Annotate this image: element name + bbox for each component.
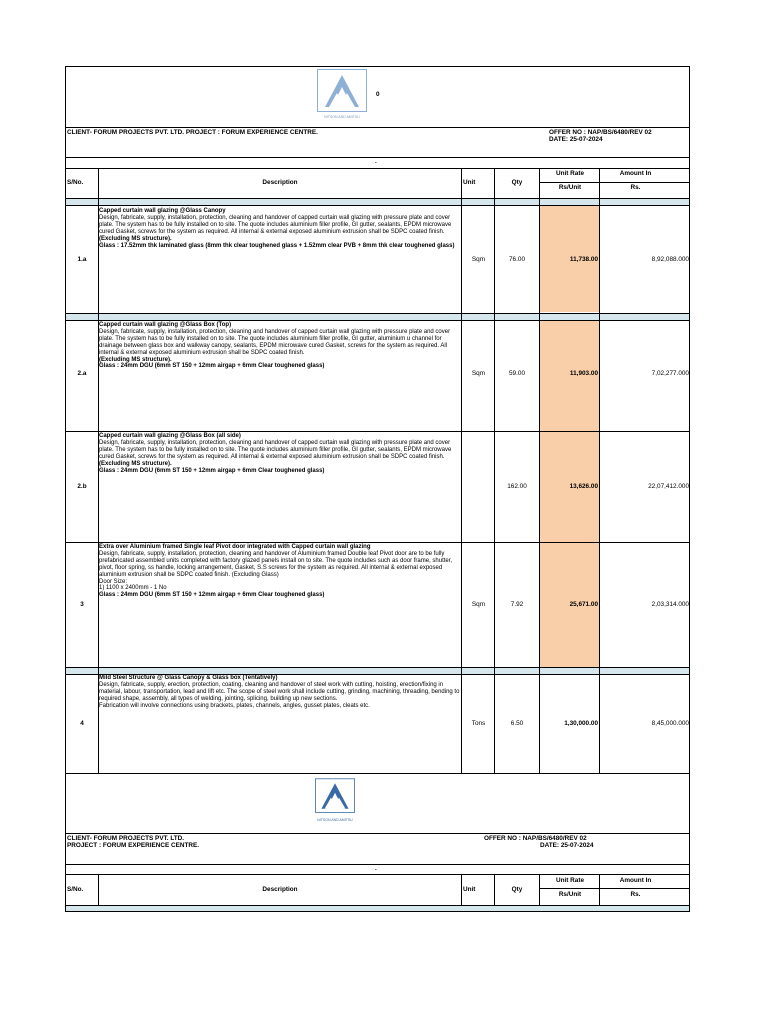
offer-number: OFFER NO : NAP/BS/6480/REV 02 <box>549 129 652 136</box>
item-description <box>99 322 461 370</box>
page-marker: 0 <box>376 91 380 98</box>
item-exclusion: (Excluding MS structure). <box>99 235 172 242</box>
item-text: Design, fabricate, supply, installation, protection, cleaning and handover of capped curtain wall glazing with pressure plate and cover plate. The system has to be fully installed on to site. The quote includes aluminium filler profile, GI gutter, sealants, EPDM microwave cured Gasket, screws for the system as required. All internal & external exposed aluminium extrusion shall be SDPC coated finish. <box>99 214 452 235</box>
col-amount-2: Amount In <box>619 877 652 884</box>
col-rs: Rs. <box>630 184 641 191</box>
item-title: Mild Steel Structure @ Glass Canopy & Glass box (Tentatively) <box>99 675 278 681</box>
item-amount: 2,03,314.000 <box>651 601 689 608</box>
company-logo <box>317 69 367 113</box>
item-qty: 7.92 <box>510 601 524 608</box>
item-unit: Sqm <box>471 256 486 263</box>
item-sno: 2.b <box>77 483 87 490</box>
logo-caption: NITSON AND AMITSU <box>324 115 360 119</box>
item-sno: 1.a <box>77 256 87 263</box>
client-project-line: CLIENT- FORUM PROJECTS PVT. LTD. PROJECT : FORUM EXPERIENCE CENTRE. <box>67 129 318 136</box>
col-unit: Unit <box>463 179 476 186</box>
col-rs-unit: Rs/Unit <box>558 184 582 191</box>
col-unit-2: Unit <box>463 886 476 893</box>
item-sno: 3 <box>80 601 84 608</box>
item-exclusion: (Excluding MS structure). <box>99 460 172 467</box>
item-title: Capped curtain wall glazing @Glass Box (all side) <box>99 433 241 439</box>
col-amount: Amount In <box>619 170 652 177</box>
item-amount: 22,07,412.000 <box>648 483 689 490</box>
item-title: Capped curtain wall glazing @Glass Box (Top) <box>99 322 232 328</box>
item-door-qty: 1) 1100 x 2400mm - 1 No <box>99 585 167 592</box>
col-sno-2: S/No. <box>67 886 84 893</box>
item-text: Design, fabricate, supply, installation, protection, cleaning and handover of Aluminium framed Double leaf Pivot door are to be fully prefabricated assembled units completed with factory glazed panels install on to site. The quote includes such as door frame, shutter, pivot, floor spring, ss handle, locking arrangement, Gasket, S.S screws for the system as required. All internal & external exposed aluminium extrusion shall be SDPC coated finish. (Excluding Glass) <box>99 550 453 578</box>
item-description <box>99 544 461 599</box>
col-qty-2: Qty <box>511 886 523 893</box>
item-text: Design, fabricate, supply, erection, protection, coating, cleaning and handover of steel work with cutting, hoisting, erection/fixing in material, labour, transportation, lead and lift etc. The scope of steel work shall include cutting, grinding, machining, threading, bending to required shape, assembly, all types of welding, jointing, splicing, building up new sections. <box>99 681 460 702</box>
logo-caption-2: NITSON AND AMITSU <box>317 818 353 822</box>
item-description <box>99 433 461 474</box>
offer-number-2: OFFER NO : NAP/BS/6480/REV 02 <box>484 835 587 842</box>
item-glass: Glass : 24mm DGU (6mm ST 150 + 12mm airgap + 6mm Clear toughened glass) <box>99 363 325 370</box>
item-glass: Glass : 24mm DGU (6mm ST 150 + 12mm airgap + 6mm Clear toughened glass) <box>99 592 325 599</box>
item-qty: 59.00 <box>509 370 525 377</box>
item-fabrication: Fabrication will involve connections using brackets, plates, channels, angles, gusset plates, cleats etc. <box>99 702 370 709</box>
item-rate: 11,903.00 <box>569 370 598 377</box>
item-qty: 76.00 <box>509 256 525 263</box>
item-qty: 162.00 <box>507 483 527 490</box>
item-glass: Glass : 17.52mm thk laminated glass (8mm thk clear toughened glass + 1.52mm clear PVB + 8mm thk clear toughened glass) <box>99 242 455 249</box>
col-unit-rate: Unit Rate <box>555 170 585 177</box>
item-text: Design, fabricate, supply, installation, protection, cleaning and handover of capped curtain wall glazing with pressure plate and cover plate. The system has to be fully installed on to site. The quote includes aluminium filler profile, GI gutter, aluminium u channel for drainage between glass box and walkway canopy, sealants, EPDM microwave cured Gasket, screws for the system as required. All internal & external exposed aluminium extrusion shall be SDPC coated finish. <box>99 328 451 356</box>
item-title: Extra over Aluminium framed Single leaf Pivot door integrated with Capped curtain wall glazing <box>99 544 371 550</box>
item-amount: 7,02,277.000 <box>651 370 689 377</box>
client-line: CLIENT- FORUM PROJECTS PVT. LTD. <box>67 835 185 842</box>
item-rate: 1,30,000.00 <box>564 720 598 727</box>
item-exclusion: (Excluding MS structure). <box>99 356 172 363</box>
item-unit: Sqm <box>471 601 486 608</box>
item-description <box>99 208 461 249</box>
item-title: Capped curtain wall glazing @Glass Canopy <box>99 208 226 214</box>
item-description <box>99 675 461 710</box>
item-unit: Sqm <box>471 370 486 377</box>
quotation-sheet <box>65 66 690 912</box>
item-text: Design, fabricate, supply, installation, protection, cleaning and handover of capped curtain wall glazing with pressure plate and cover plate. The system has to be fully installed on to site. The quote includes aluminium filler profile, GI gutter, sealants, EPDM microwave cured Gasket, screws for the system as required. All internal & external exposed aluminium extrusion shall be SDPC coated finish. <box>99 439 452 460</box>
item-amount: 8,45,000.000 <box>651 720 689 727</box>
offer-date-2: DATE: 25-07-2024 <box>540 842 594 849</box>
col-rs-unit-2: Rs/Unit <box>558 891 582 898</box>
item-sno: 2.a <box>77 370 87 377</box>
separator-dot: . <box>375 158 377 165</box>
item-unit: Tons <box>471 720 486 727</box>
item-amount: 8,92,088.000 <box>651 256 689 263</box>
item-rate: 25,671.00 <box>569 601 598 608</box>
col-rs-2: Rs. <box>630 891 641 898</box>
col-unit-rate-2: Unit Rate <box>555 877 585 884</box>
item-rate: 13,626.00 <box>569 483 598 490</box>
item-qty: 6.50 <box>510 720 524 727</box>
col-description-2: Description <box>262 886 298 893</box>
col-qty: Qty <box>511 179 523 186</box>
item-rate: 11,738.00 <box>569 256 598 263</box>
separator-dot-2: . <box>375 865 377 872</box>
col-description: Description <box>262 179 298 186</box>
item-sno: 4 <box>80 720 84 727</box>
project-line: PROJECT : FORUM EXPERIENCE CENTRE. <box>67 842 200 849</box>
item-glass: Glass : 24mm DGU (6mm ST 150 + 12mm airgap + 6mm Clear toughened glass) <box>99 467 325 474</box>
company-logo-2 <box>315 777 355 815</box>
col-sno: S/No. <box>67 179 84 186</box>
item-door-size: Door Size: <box>99 578 128 585</box>
offer-date: DATE: 25-07-2024 <box>549 136 603 143</box>
